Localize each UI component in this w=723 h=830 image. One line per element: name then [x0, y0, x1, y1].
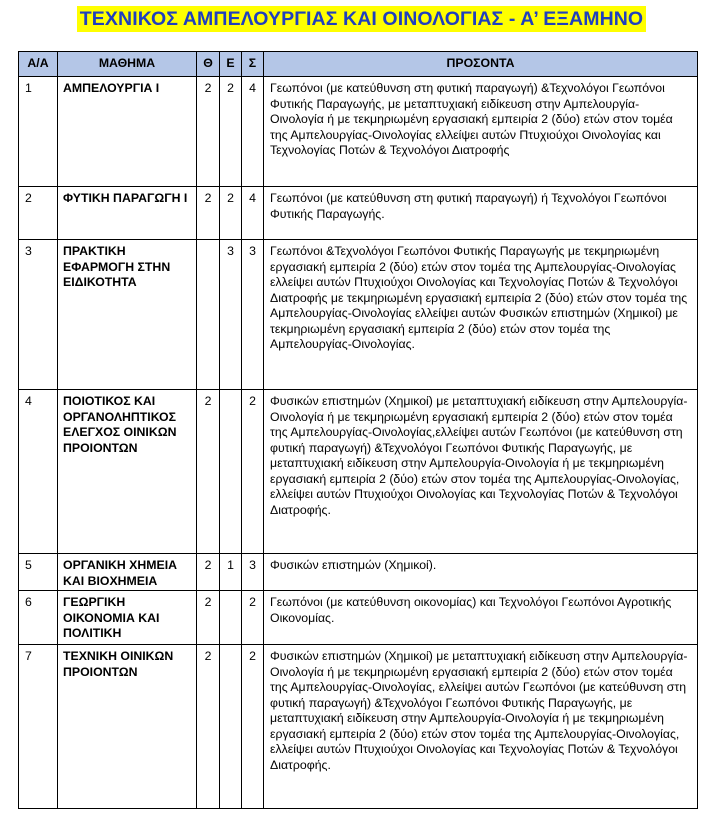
row-number: 2 [19, 187, 58, 240]
table-row [19, 554, 698, 591]
row-number: 3 [19, 240, 58, 390]
header-qualifications: ΠΡΟΣΟΝΤΑ [264, 52, 698, 77]
row-number: 4 [19, 390, 58, 554]
page-title: ΤΕΧΝΙΚΟΣ ΑΜΠΕΛΟΥΡΓΙΑΣ ΚΑΙ ΟΙΝΟΛΟΓΙΑΣ - Α’ ΕΞΑΜΗΝΟ [77, 6, 646, 32]
epsilon-cell [220, 591, 242, 645]
header-subject: ΜΑΘΗΜΑ [58, 52, 197, 77]
epsilon-cell: 3 [220, 240, 242, 390]
table-row [19, 390, 698, 554]
subject-cell: ΠΡΑΚΤΙΚΗ ΕΦΑΡΜΟΓΗ ΣΤΗΝ ΕΙΔΙΚΟΤΗΤΑ [58, 240, 197, 390]
epsilon-cell [220, 390, 242, 554]
qualifications-cell: Φυσικών επιστημών (Χημικοί) με μεταπτυχιακή ειδίκευση στην Αμπελουργία-Οινολογία ή με τεκμηριωμένη εργασιακή εμπειρία 2 (δύο) ετών στον τομέα της Αμπελουργίας-Οινολογίας,ελλείψει αυτών Γεωπόνοι (με κατεύθυνση στη φυτική παραγωγή) &Τεχνολόγοι Γεωπόνοι Φυτικής Παραγωγής, με μεταπτυχιακή ειδίκευση στην Αμπελουργία-Οινολογία ή με τεκμηριωμένη εργασιακή εμπειρία 2 (δύο) ετών στον τομέα της Αμπελουργίας-Οινολογίας, ελλείψει αυτών Πτυχιούχοι Οινολογίας και Τεχνολογίας Ποτών & Τεχνολόγοι Διατροφής. [264, 390, 698, 554]
qualifications-cell: Γεωπόνοι (με κατεύθυνση στη φυτική παραγωγή) ή Τεχνολόγοι Γεωπόνοι Φυτικής Παραγωγής. [264, 187, 698, 240]
row-number: 5 [19, 554, 58, 591]
epsilon-cell: 2 [220, 77, 242, 187]
theta-cell [197, 240, 220, 390]
epsilon-cell: 2 [220, 187, 242, 240]
qualifications-cell: Γεωπόνοι (με κατεύθυνση στη φυτική παραγωγή) &Τεχνολόγοι Γεωπόνοι Φυτικής Παραγωγής, με μεταπτυχιακή ειδίκευση στην Αμπελουργία-Οινολογία ή με τεκμηριωμένη εργασιακή εμπειρία 2 (δύο) ετών στον τομέα της Αμπελουργίας-Οινολογίας ελλείψει αυτών Πτυχιούχοι Οινολογίας και Τεχνολογίας Ποτών & Τεχνολόγοι Διατροφής [264, 77, 698, 187]
sigma-cell: 4 [242, 77, 264, 187]
subject-cell: ΦΥΤΙΚΗ ΠΑΡΑΓΩΓΗ Ι [58, 187, 197, 240]
subject-cell: ΓΕΩΡΓΙΚΗ ΟΙΚΟΝΟΜΙΑ ΚΑΙ ΠΟΛΙΤΙΚΗ [58, 591, 197, 645]
sigma-cell: 2 [242, 645, 264, 809]
theta-cell: 2 [197, 187, 220, 240]
qualifications-cell: Φυσικών επιστημών (Χημικοί). [264, 554, 698, 591]
header-epsilon: Ε [220, 52, 242, 77]
sigma-cell: 2 [242, 591, 264, 645]
table-row [19, 187, 698, 240]
subject-cell: ΠΟΙΟΤΙΚΟΣ ΚΑΙ ΟΡΓΑΝΟΛΗΠΤΙΚΟΣ ΕΛΕΓΧΟΣ ΟΙΝΙΚΩΝ ΠΡΟΙΟΝΤΩΝ [58, 390, 197, 554]
subject-cell: ΤΕΧΝΙΚΗ ΟΙΝΙΚΩΝ ΠΡΟΙΟΝΤΩΝ [58, 645, 197, 809]
theta-cell: 2 [197, 390, 220, 554]
table-header-row [19, 52, 698, 77]
epsilon-cell: 1 [220, 554, 242, 591]
sigma-cell: 3 [242, 240, 264, 390]
theta-cell: 2 [197, 77, 220, 187]
sigma-cell: 4 [242, 187, 264, 240]
table-row [19, 645, 698, 809]
epsilon-cell [220, 645, 242, 809]
theta-cell: 2 [197, 591, 220, 645]
qualifications-cell: Φυσικών επιστημών (Χημικοί) με μεταπτυχιακή ειδίκευση στην Αμπελουργία-Οινολογία ή με τεκμηριωμένη εργασιακή εμπειρία 2 (δύο) ετών στον τομέα της Αμπελουργίας-Οινολογίας, ελλείψει αυτών Γεωπόνοι (με κατεύθυνση στη φυτική παραγωγή) &Τεχνολόγοι Γεωπόνοι Φυτικής Παραγωγής, με μεταπτυχιακή ειδίκευση στην Αμπελουργία-Οινολογία ή με τεκμηριωμένη εργασιακή εμπειρία 2 (δύο) ετών στον τομέα της Αμπελουργίας-Οινολογίας, ελλείψει αυτών Πτυχιούχοι Οινολογίας και Τεχνολογίας Ποτών & Τεχνολόγοι Διατροφής. [264, 645, 698, 809]
header-aa: Α/Α [19, 52, 58, 77]
subject-cell: ΟΡΓΑΝΙΚΗ ΧΗΜΕΙΑ ΚΑΙ ΒΙΟΧΗΜΕΙΑ [58, 554, 197, 591]
table-row [19, 240, 698, 390]
curriculum-table [18, 51, 698, 809]
row-number: 7 [19, 645, 58, 809]
qualifications-cell: Γεωπόνοι &Τεχνολόγοι Γεωπόνοι Φυτικής Παραγωγής με τεκμηριωμένη εργασιακή εμπειρία 2 (δύο) ετών στον τομέα της Αμπελουργίας-Οινολογίας ελλείψει αυτών Πτυχιούχοι Οινολογίας και Τεχνολογίας Ποτών & Τεχνολόγοι Διατροφής με τεκμηριωμένη εργασιακή εμπειρία 2 (δύο) ετών στον τομέα της Αμπελουργίας-Οινολογίας ελλείψει αυτών Φυσικών επιστημών (Χημικοί) με τεκμηριωμένη εργασιακή εμπειρία 2 (δύο) ετών στον τομέα της Αμπελουργίας-Οινολογίας. [264, 240, 698, 390]
qualifications-cell: Γεωπόνοι (με κατεύθυνση οικονομίας) και Τεχνολόγοι Γεωπόνοι Αγροτικής Οικονομίας. [264, 591, 698, 645]
theta-cell: 2 [197, 645, 220, 809]
row-number: 1 [19, 77, 58, 187]
title-container [0, 6, 723, 32]
row-number: 6 [19, 591, 58, 645]
sigma-cell: 3 [242, 554, 264, 591]
table-row [19, 591, 698, 645]
theta-cell: 2 [197, 554, 220, 591]
header-sigma: Σ [242, 52, 264, 77]
subject-cell: ΑΜΠΕΛΟΥΡΓΙΑ Ι [58, 77, 197, 187]
header-theta: Θ [197, 52, 220, 77]
sigma-cell: 2 [242, 390, 264, 554]
table-row [19, 77, 698, 187]
